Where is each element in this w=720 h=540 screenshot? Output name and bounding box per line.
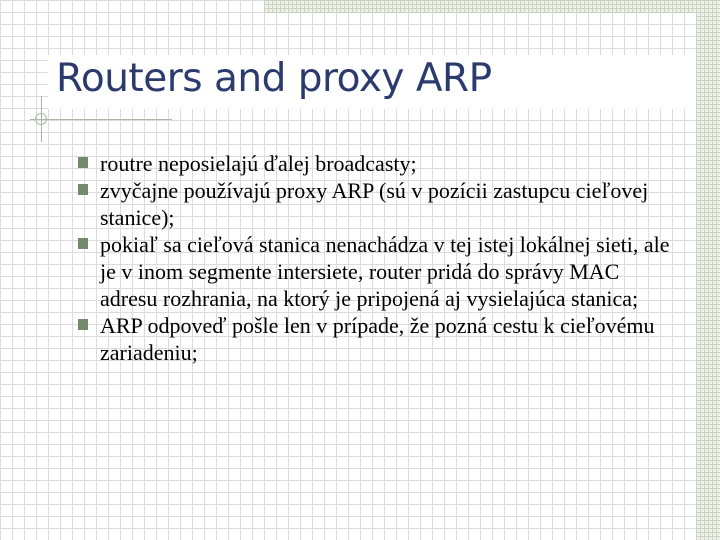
slide-title: Routers and proxy ARP [56, 56, 492, 101]
bullet-list [78, 150, 678, 366]
decor-horizontal-line [30, 119, 172, 120]
bullet-text: pokiaľ sa cieľová stanica nenachádza v tej istej lokálnej sieti, ale je v inom segmente intersiete, router pridá do správy MAC adresu rozhrania, na ktorý je pripojená aj vysielajúca stanica; [100, 232, 670, 311]
right-decor-band [696, 0, 720, 540]
list-item [78, 177, 678, 231]
square-bullet-icon [78, 238, 88, 249]
list-item [78, 312, 678, 366]
bullet-text: routre neposielajú ďalej broadcasty; [100, 151, 417, 176]
square-bullet-icon [78, 157, 88, 168]
top-decor-band [264, 0, 720, 13]
bullet-text: zvyčajne používajú proxy ARP (sú v pozícii zastupcu cieľovej stanice); [100, 178, 649, 230]
square-bullet-icon [78, 184, 88, 195]
list-item [78, 150, 678, 177]
square-bullet-icon [78, 319, 88, 330]
list-item [78, 231, 678, 312]
decor-circle-icon [35, 113, 47, 125]
bullet-text: ARP odpoveď pošle len v prípade, že pozná cestu k cieľovému zariadeniu; [100, 313, 655, 365]
